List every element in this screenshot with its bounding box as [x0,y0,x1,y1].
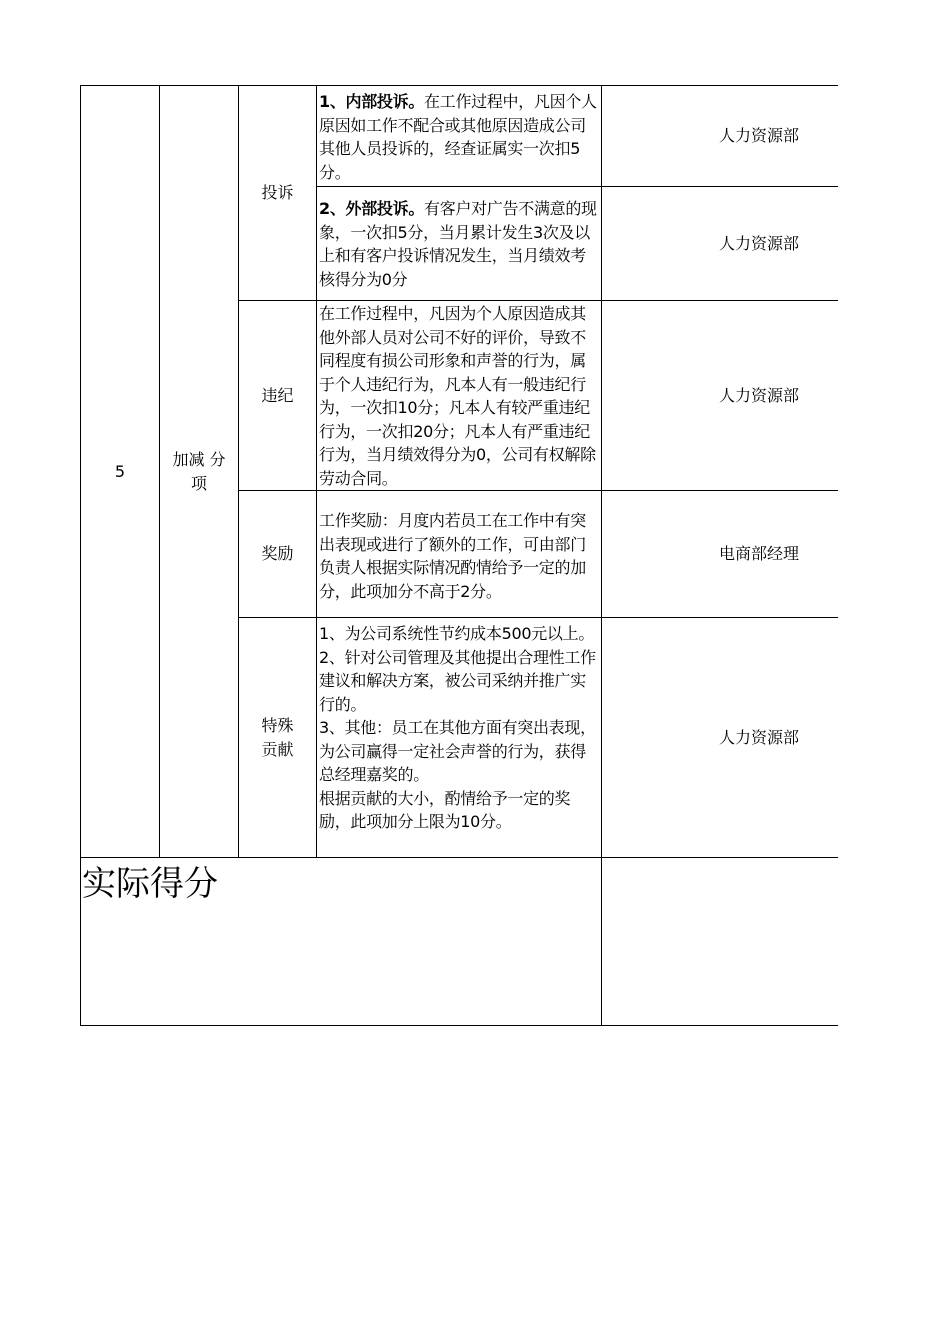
dept-label: 人力资源部 [718,727,799,747]
dept-cell [602,618,916,857]
sub-category-label: 奖励 [261,544,294,564]
category-label: 加减 分 项 [172,450,226,493]
dept-label: 人力资源部 [718,385,799,405]
dept-label: 人力资源部 [718,233,799,253]
sub-category-label: 特殊 贡献 [261,716,294,759]
actual-score-value [602,858,838,1025]
description-special-contribution: 1、为公司系统性节约成本500元以上。 2、针对公司管理及其他提出合理性工作建议和解决方案，被公司采纳并推广实行的。 3、其他：员工在其他方面有突出表现，为公司赢得一定社会声誉的行为，获得总经理嘉奖的。 根据贡献的大小，酌情给予一定的奖励，此项加分上限为10分。 [319,624,596,831]
sub-category-discipline [239,301,316,490]
description-text: 有客户对广告不满意的现象，一次扣5分，当月累计发生3次及以上和有客户投诉情况发生，当月绩效考核得分为0分 [319,199,597,289]
dept-label: 人力资源部 [718,126,799,146]
sub-category-reward [239,491,316,617]
dept-cell [602,187,916,300]
item-number: 5 [114,461,126,481]
sub-category-label: 违纪 [261,385,294,405]
description-text: 在工作过程中，凡因个人原因如工作不配合或其他原因造成公司其他人员投诉的，经查证属实一次扣5分。 [319,92,597,182]
dept-cell [602,301,916,490]
description-discipline: 在工作过程中，凡因为个人原因造成其他外部人员对公司不好的评价，导致不同程度有损公司形象和声誉的行为，属于个人违纪行为，凡本人有一般违纪行为，一次扣10分；凡本人有较严重违纪行为，一次扣20分；凡本人有严重违纪行为，当月绩效得分为0，公司有权解除劳动合同。 [319,304,596,488]
description-heading: 2、外部投诉。 [319,199,425,218]
actual-score-label: 实际得分 [82,864,218,904]
category-cell [160,86,238,857]
description-heading: 1、内部投诉。 [319,92,425,111]
sub-category-special-contribution [239,618,316,857]
description-reward: 工作奖励：月度内若员工在工作中有突出表现或进行了额外的工作，可由部门负责人根据实际情况酌情给予一定的加分，此项加分不高于2分。 [319,511,586,601]
dept-label: 电商部经理 [718,544,799,564]
sub-category-complaint [239,86,316,300]
item-number-cell [81,86,159,857]
sub-category-label: 投诉 [261,183,294,203]
description-external-complaint [319,197,601,291]
dept-cell [602,491,916,617]
description-internal-complaint [319,90,601,184]
dept-cell [602,86,916,186]
